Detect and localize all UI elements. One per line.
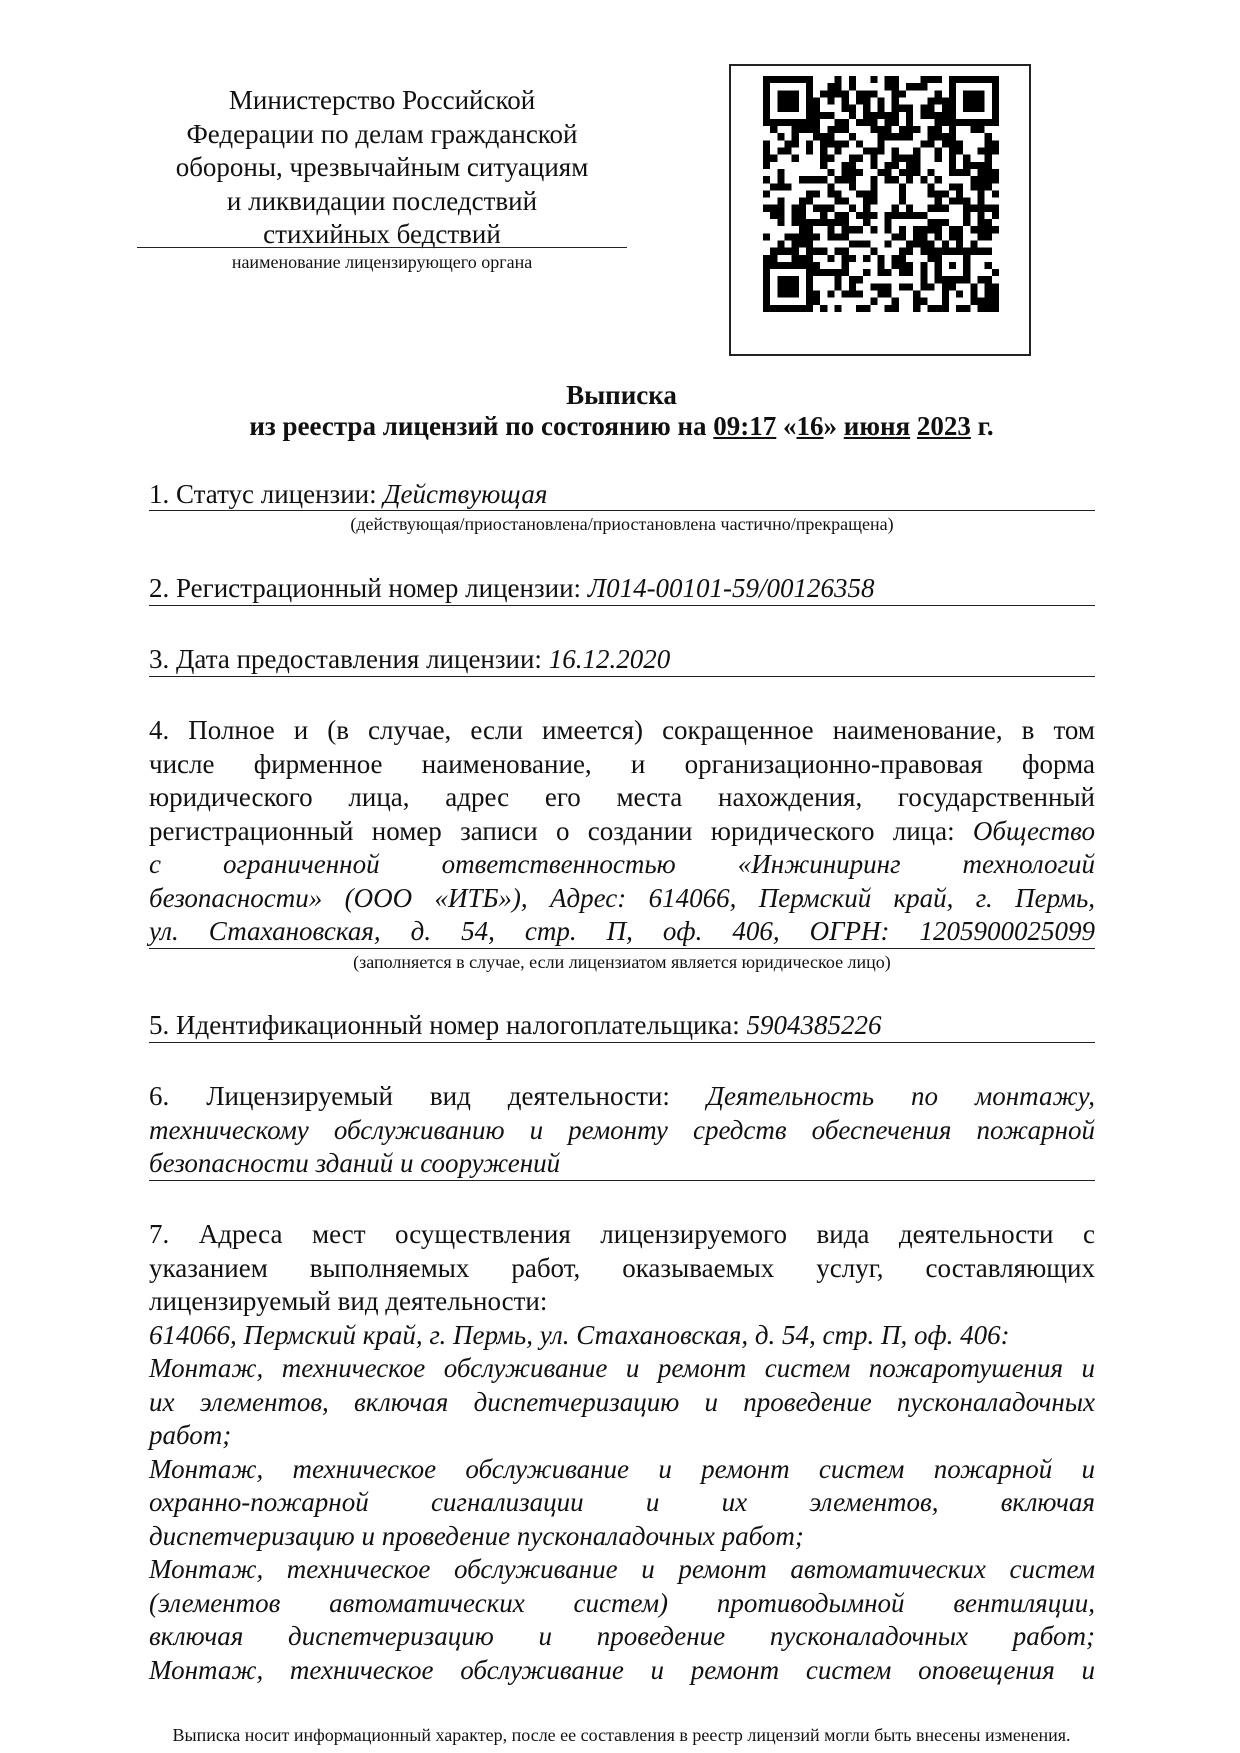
- document-subtitle: из реестра лицензий по состоянию на 09:17 «16» июня 2023 г.: [249, 411, 994, 441]
- entity-value-line: ул. Стахановская, д. 54, стр. П, оф. 406, ОГРН: 1205900025099: [149, 916, 1095, 946]
- entity-label-line: регистрационный номер записи о создании юридического лица: Общество: [149, 815, 1095, 846]
- agency-caption: наименование лицензирующего органа: [231, 252, 533, 272]
- license-status-value: Действующая: [383, 479, 548, 509]
- agency-line: стихийных бедствий: [263, 219, 501, 249]
- status-caption: (действующая/приостановлена/приостановлена частично/прекращена): [350, 514, 894, 534]
- entity-label-line: числе фирменное наименование, и организационно-правовая форма: [149, 748, 1095, 779]
- field-underline: [149, 948, 1095, 949]
- footer-disclaimer: Выписка носит информационный характер, после ее составления в реестр лицензий могли быть внесены изменения.: [172, 1725, 1071, 1745]
- entity-value-line: безопасности» (ООО «ИТБ»), Адрес: 614066, Пермский край, г. Пермь,: [149, 882, 1095, 913]
- entity-caption: (заполняется в случае, если лицензиатом является юридическое лицо): [353, 952, 891, 972]
- activity-line: безопасности зданий и сооружений: [149, 1148, 561, 1178]
- addresses-label-line: указанием выполняемых работ, оказываемых услуг, составляющих: [149, 1252, 1095, 1283]
- document-title: Выписка: [566, 380, 677, 410]
- agency-line: обороны, чрезвычайным ситуациям: [175, 152, 589, 182]
- work-line: Монтаж, техническое обслуживание и ремонт систем пожаротушения и: [149, 1353, 1095, 1383]
- taxpayer-number: 5. Идентификационный номер налогоплательщика: 5904385226: [149, 1010, 882, 1040]
- activity-addresses: [149, 1218, 1095, 1687]
- registration-number-value: Л014-00101-59/00126358: [587, 573, 875, 603]
- work-line: Монтаж, техническое обслуживание и ремонт систем пожарной и: [149, 1453, 1095, 1484]
- addresses-label-line: 7. Адреса мест осуществления лицензируемого вида деятельности с: [149, 1219, 1095, 1249]
- taxpayer-number-value: 5904385226: [746, 1010, 882, 1040]
- licensed-activity: [149, 1080, 1095, 1181]
- qr-code-icon: [763, 76, 999, 312]
- field-underline: [149, 676, 1095, 677]
- qr-code-frame: [729, 64, 1031, 356]
- field-underline: [149, 1180, 1095, 1181]
- licensing-agency-name: [137, 84, 627, 252]
- agency-line: и ликвидации последствий: [226, 185, 538, 216]
- title-day: 16: [796, 411, 824, 441]
- entity-label-line: юридического лица, адрес его места нахождения, государственный: [149, 782, 1095, 812]
- work-line: Монтаж, техническое обслуживание и ремонт систем оповещения и: [149, 1654, 1095, 1685]
- agency-line: Федерации по делам гражданской: [186, 118, 578, 149]
- license-date: 3. Дата предоставления лицензии: 16.12.2020: [149, 644, 671, 674]
- license-date-value: 16.12.2020: [548, 644, 671, 674]
- addresses-label-line: лицензируемый вид деятельности:: [149, 1286, 548, 1316]
- work-line: работ;: [149, 1420, 232, 1450]
- entity-label-line: 4. Полное и (в случае, если имеется) сокращенное наименование, в том: [149, 715, 1095, 745]
- field-underline: [149, 510, 1095, 511]
- license-status: 1. Статус лицензии: Действующая: [149, 479, 548, 509]
- work-line: (элементов автоматических систем) противодымной вентиляции,: [149, 1587, 1095, 1618]
- activity-address: 614066, Пермский край, г. Пермь, ул. Стахановская, д. 54, стр. П, оф. 406:: [149, 1319, 1010, 1350]
- work-line: охранно-пожарной сигнализации и их элементов, включая: [149, 1487, 1095, 1517]
- title-month: июня: [843, 411, 911, 441]
- activity-line: техническому обслуживанию и ремонту средств обеспечения пожарной: [149, 1114, 1095, 1145]
- legal-entity-section: [149, 714, 1095, 949]
- agency-underline: [137, 247, 627, 248]
- work-line: Монтаж, техническое обслуживание и ремонт автоматических систем: [149, 1554, 1095, 1584]
- agency-line: Министерство Российской: [228, 85, 536, 115]
- activity-line: 6. Лицензируемый вид деятельности: Деятельность по монтажу,: [149, 1081, 1095, 1111]
- work-line: диспетчеризацию и проведение пусконаладочных работ;: [149, 1520, 804, 1551]
- title-year: 2023: [916, 411, 971, 441]
- field-underline: [149, 605, 1095, 606]
- registration-number: 2. Регистрационный номер лицензии: Л014-00101-59/00126358: [149, 573, 875, 603]
- work-line: включая диспетчеризацию и проведение пусконаладочных работ;: [149, 1621, 1095, 1651]
- field-underline: [149, 1042, 1095, 1043]
- entity-value-line: с ограниченной ответственностью «Инжиниринг технологий: [149, 849, 1095, 879]
- title-time: 09:17: [713, 411, 777, 441]
- work-line: их элементов, включая диспетчеризацию и проведение пусконаладочных: [149, 1386, 1095, 1417]
